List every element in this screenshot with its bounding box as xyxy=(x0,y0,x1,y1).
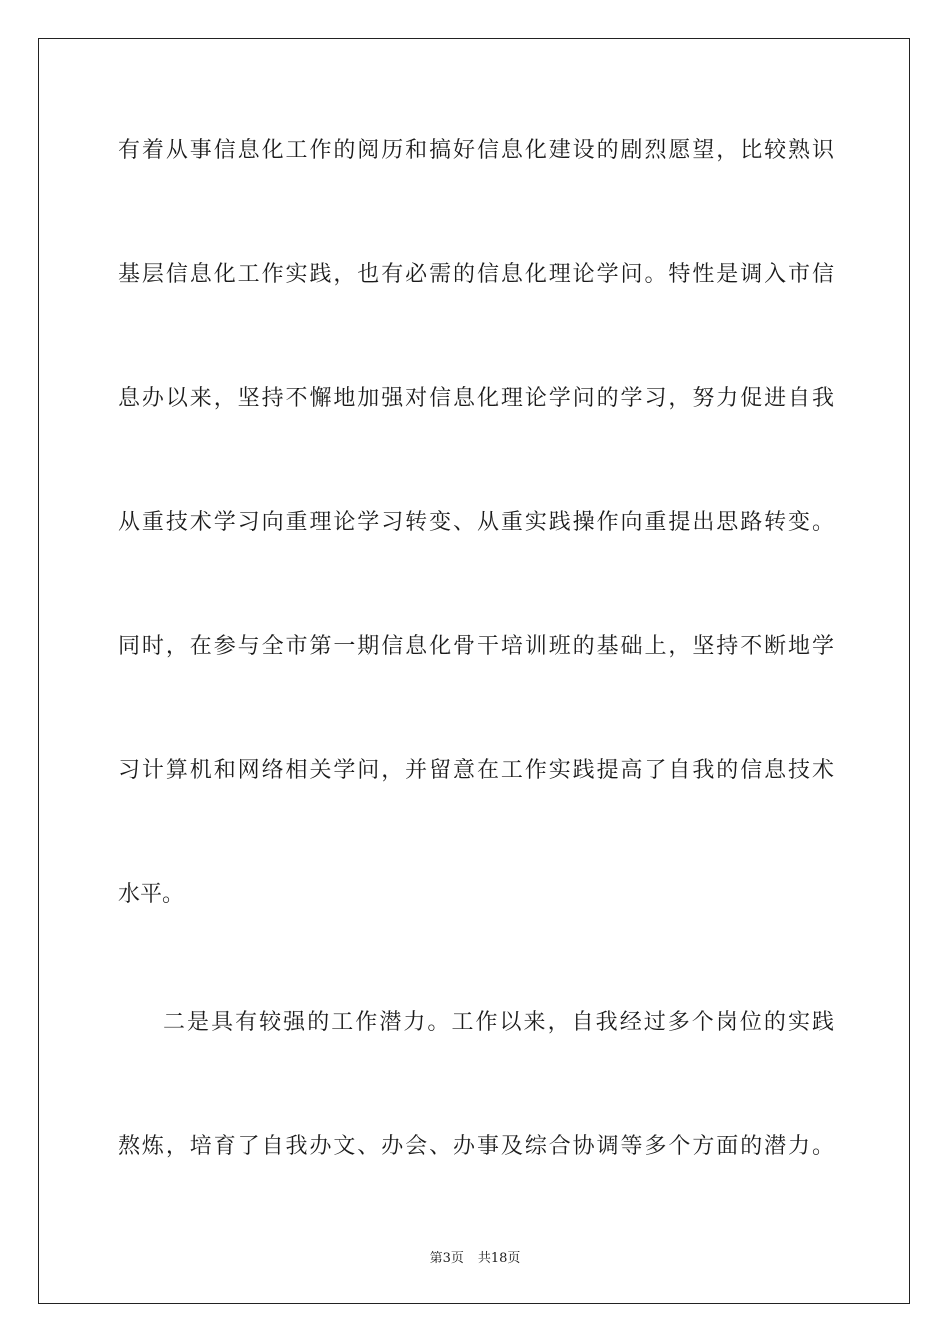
text-line-3: 息办以来，坚持不懈地加强对信息化理论学问的学习，努力促进自我 xyxy=(118,386,834,411)
text-line-9: 熬炼，培育了自我办文、办会、办事及综合协调等多个方面的潜力。 xyxy=(118,1134,834,1159)
text-line-6: 习计算机和网络相关学问，并留意在工作实践提高了自我的信息技术 xyxy=(118,758,834,783)
page-footer xyxy=(0,1247,950,1266)
text-line-4: 从重技术学习向重理论学习转变、从重实践操作向重提出思路转变。 xyxy=(118,510,834,535)
page-border xyxy=(38,38,910,1304)
text-line-7: 水平。 xyxy=(118,882,185,907)
text-line-5: 同时，在参与全市第一期信息化骨干培训班的基础上，坚持不断地学 xyxy=(118,634,834,659)
text-line-1: 有着从事信息化工作的阅历和搞好信息化建设的剧烈愿望，比较熟识 xyxy=(118,138,834,163)
page-number: 第3页 xyxy=(429,1251,464,1266)
text-line-2: 基层信息化工作实践，也有必需的信息化理论学问。特性是调入市信 xyxy=(118,262,834,287)
page-total: 共18页 xyxy=(477,1251,521,1266)
text-line-8: 二是具有较强的工作潜力。工作以来，自我经过多个岗位的实践 xyxy=(163,1010,834,1035)
